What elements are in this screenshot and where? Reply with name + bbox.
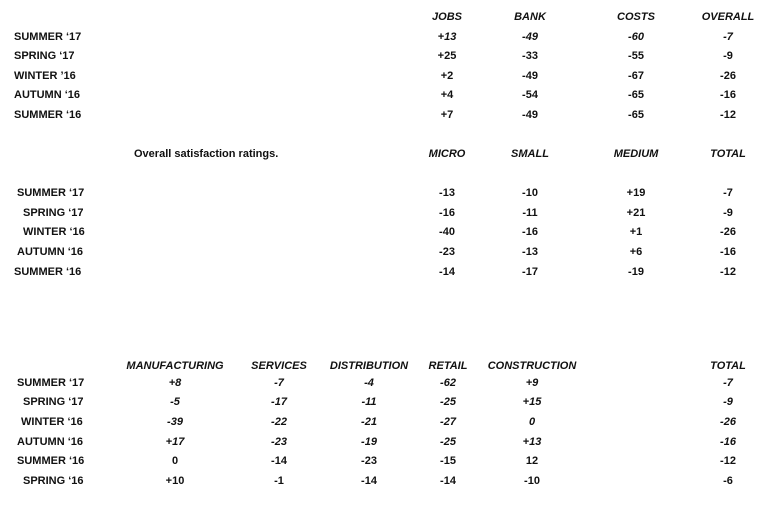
cell-value: -62 [440, 377, 456, 389]
cell-value: -16 [720, 89, 736, 101]
cell-value: +1 [629, 226, 643, 238]
cell-value: -27 [440, 416, 456, 428]
cell-value: -49 [522, 109, 538, 121]
col-header-total: TOTAL [710, 360, 746, 372]
cell-value: -9 [723, 396, 733, 408]
cell-value: +10 [165, 475, 185, 487]
row-label: WINTER ‘16 [23, 226, 85, 238]
col-header-retail: RETAIL [428, 360, 468, 372]
row-label: AUTUMN ‘16 [17, 246, 84, 258]
cell-value: +8 [168, 377, 182, 389]
row-label: SPRING ‘16 [23, 475, 84, 487]
row-label: AUTUMN ‘16 [17, 436, 84, 448]
row-label: SPRING ‘17 [23, 396, 84, 408]
col-header-distribution: DISTRIBUTION [329, 360, 409, 372]
cell-value: -26 [720, 70, 736, 82]
cell-value: -17 [271, 396, 287, 408]
cell-value: -25 [440, 436, 456, 448]
cell-value: -14 [361, 475, 377, 487]
col-header-construction: CONSTRUCTION [487, 360, 577, 372]
col-header-micro: MICRO [428, 148, 466, 160]
cell-value: +6 [629, 246, 643, 258]
cell-value: -40 [439, 226, 455, 238]
cell-value: +19 [626, 187, 646, 199]
cell-value: -49 [522, 70, 538, 82]
cell-value: -7 [723, 187, 733, 199]
cell-value: +7 [440, 109, 454, 121]
cell-value: -1 [274, 475, 284, 487]
cell-value: -25 [440, 396, 456, 408]
row-label: SPRING ‘17 [14, 50, 75, 62]
cell-value: -12 [720, 109, 736, 121]
cell-value: -33 [522, 50, 538, 62]
row-label: SUMMER ‘16 [17, 455, 85, 467]
cell-value: -16 [439, 207, 455, 219]
row-label: AUTUMN ‘16 [14, 89, 81, 101]
cell-value: -10 [522, 187, 538, 199]
cell-value: -54 [522, 89, 538, 101]
row-label: SUMMER ‘16 [14, 109, 82, 121]
col-header-services: SERVICES [251, 360, 307, 372]
col-header-overall: OVERALL [701, 11, 755, 23]
cell-value: -23 [271, 436, 287, 448]
cell-value: -10 [524, 475, 540, 487]
cell-value: -5 [170, 396, 180, 408]
col-header-bank: BANK [514, 11, 546, 23]
cell-value: -13 [522, 246, 538, 258]
cell-value: -22 [271, 416, 287, 428]
cell-value: -7 [274, 377, 284, 389]
cell-value: -7 [723, 377, 733, 389]
col-header-manufacturing: MANUFACTURING [126, 360, 224, 372]
cell-value: +21 [626, 207, 646, 219]
cell-value: -17 [522, 266, 538, 278]
cell-value: +13 [522, 436, 542, 448]
row-label: SUMMER ‘17 [17, 377, 85, 389]
row-label: WINTER ‘16 [21, 416, 83, 428]
cell-value: +15 [522, 396, 542, 408]
row-label: SPRING ‘17 [23, 207, 84, 219]
col-header-costs: COSTS [617, 11, 655, 23]
row-label: SUMMER ‘17 [17, 187, 85, 199]
cell-value: -14 [439, 266, 455, 278]
cell-value: +25 [437, 50, 457, 62]
cell-value: -9 [723, 50, 733, 62]
cell-value: +17 [165, 436, 185, 448]
cell-value: -11 [522, 207, 538, 219]
col-header-total: TOTAL [710, 148, 746, 160]
cell-value: -19 [628, 266, 644, 278]
cell-value: -7 [723, 31, 733, 43]
cell-value: 0 [528, 416, 536, 428]
cell-value: -14 [440, 475, 456, 487]
row-label: WINTER ’16 [14, 70, 76, 82]
col-header-small: SMALL [511, 148, 549, 160]
cell-value: 12 [525, 455, 539, 467]
table-title: Overall satisfaction ratings. [134, 148, 279, 160]
cell-value: -6 [723, 475, 733, 487]
cell-value: +9 [525, 377, 539, 389]
cell-value: -14 [271, 455, 287, 467]
row-label: SUMMER ‘16 [14, 266, 82, 278]
cell-value: -12 [720, 266, 736, 278]
cell-value: -11 [361, 396, 377, 408]
cell-value: 0 [171, 455, 179, 467]
cell-value: -55 [628, 50, 644, 62]
cell-value: -49 [522, 31, 538, 43]
cell-value: -4 [364, 377, 374, 389]
cell-value: -12 [720, 455, 736, 467]
cell-value: -23 [361, 455, 377, 467]
cell-value: -9 [723, 207, 733, 219]
cell-value: -15 [440, 455, 456, 467]
cell-value: -65 [628, 109, 644, 121]
row-label: SUMMER ‘17 [14, 31, 82, 43]
cell-value: -16 [720, 246, 736, 258]
cell-value: +2 [440, 70, 454, 82]
col-header-jobs: JOBS [432, 11, 462, 23]
cell-value: -65 [628, 89, 644, 101]
cell-value: -39 [167, 416, 183, 428]
cell-value: -16 [720, 436, 736, 448]
cell-value: -26 [720, 226, 736, 238]
cell-value: -26 [720, 416, 736, 428]
cell-value: -23 [439, 246, 455, 258]
cell-value: -60 [628, 31, 644, 43]
cell-value: -67 [628, 70, 644, 82]
cell-value: -16 [522, 226, 538, 238]
cell-value: -21 [361, 416, 377, 428]
cell-value: -19 [361, 436, 377, 448]
cell-value: -13 [439, 187, 455, 199]
cell-value: +13 [437, 31, 457, 43]
col-header-medium: MEDIUM [613, 148, 659, 160]
cell-value: +4 [440, 89, 454, 101]
